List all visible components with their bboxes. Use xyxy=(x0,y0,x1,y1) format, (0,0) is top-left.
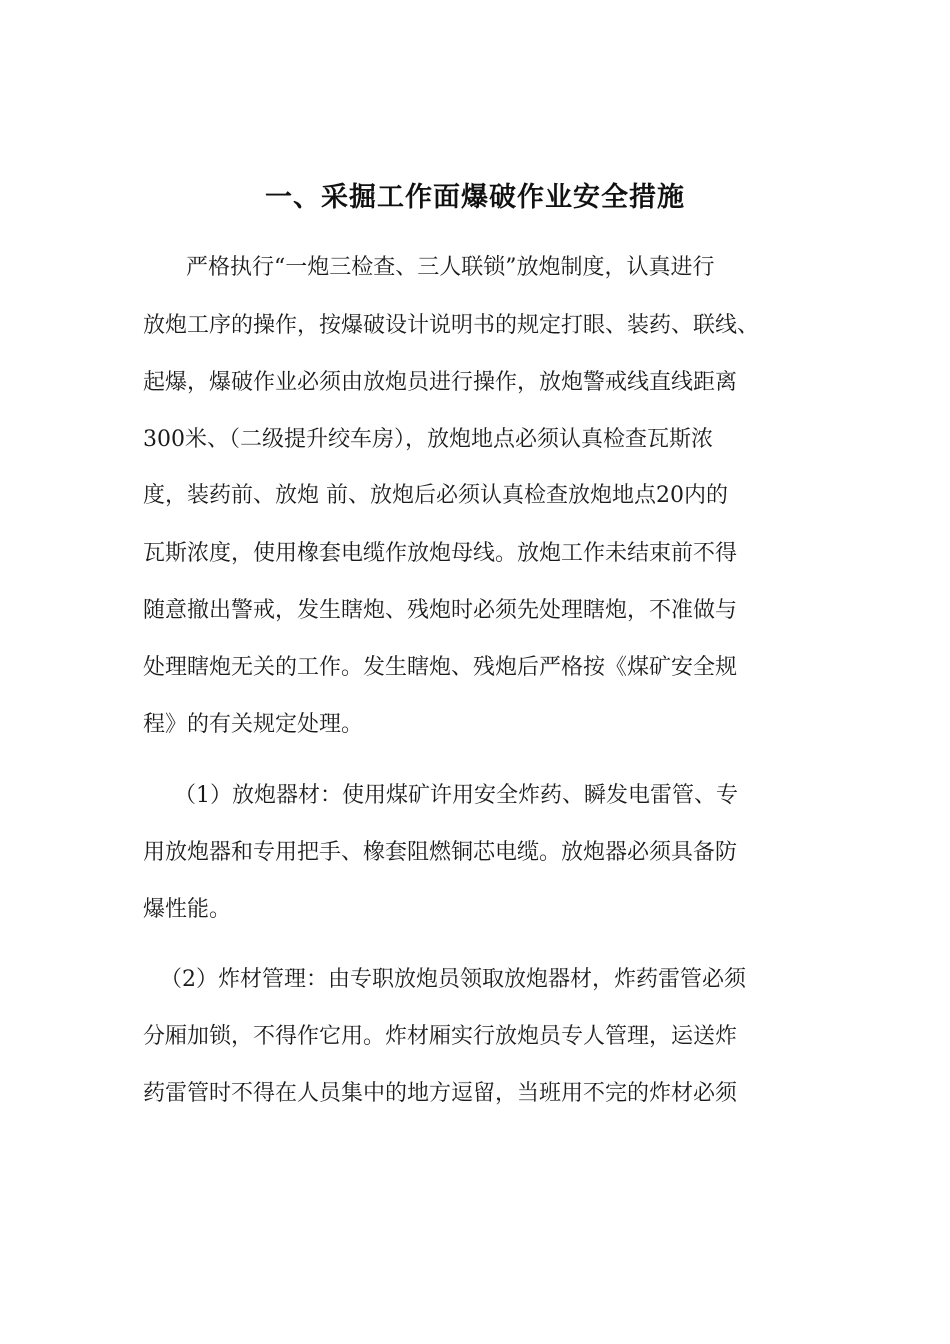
paragraph-3-line-1: （2）炸材管理：由专职放炮员领取放炮器材，炸药雷管必须 xyxy=(160,967,746,992)
paragraph-3-line-3: 药雷管时不得在人员集中的地方逗留，当班用不完的炸材必须 xyxy=(143,1081,738,1106)
paragraph-1-line-7: 随意撤出警戒，发生瞎炮、残炮时必须先处理瞎炮，不准做与 xyxy=(143,598,738,623)
paragraph-1-line-3: 起爆，爆破作业必须由放炮员进行操作，放炮警戒线直线距离 xyxy=(143,370,738,395)
paragraph-1-line-6: 瓦斯浓度，使用橡套电缆作放炮母线。放炮工作未结束前不得 xyxy=(143,541,738,566)
paragraph-1-line-8: 处理瞎炮无关的工作。发生瞎炮、残炮后严格按《煤矿安全规 xyxy=(143,655,738,680)
paragraph-3-line-2: 分厢加锁，不得作它用。炸材厢实行放炮员专人管理，运送炸 xyxy=(143,1024,738,1049)
paragraph-2-line-1: （1）放炮器材：使用煤矿许用安全炸药、瞬发电雷管、专 xyxy=(174,783,738,808)
paragraph-1-line-2: 放炮工序的操作，按爆破设计说明书的规定打眼、装药、联线、 xyxy=(143,313,760,338)
paragraph-1-line-1: 严格执行“一炮三检查、三人联锁”放炮制度，认真进行 xyxy=(186,255,715,280)
paragraph-2-line-3: 爆性能。 xyxy=(143,897,232,922)
paragraph-1-line-9: 程》的有关规定处理。 xyxy=(143,712,364,737)
paragraph-1-line-5: 度，装药前、放炮 前、放炮后必须认真检查放炮地点20内的 xyxy=(143,483,728,508)
paragraph-1-line-4: 300米、（二级提升绞车房），放炮地点必须认真检查瓦斯浓 xyxy=(143,427,713,452)
paragraph-2-line-2: 用放炮器和专用把手、橡套阻燃铜芯电缆。放炮器必须具备防 xyxy=(143,840,738,865)
document-title: 一、采掘工作面爆破作业安全措施 xyxy=(265,182,685,213)
